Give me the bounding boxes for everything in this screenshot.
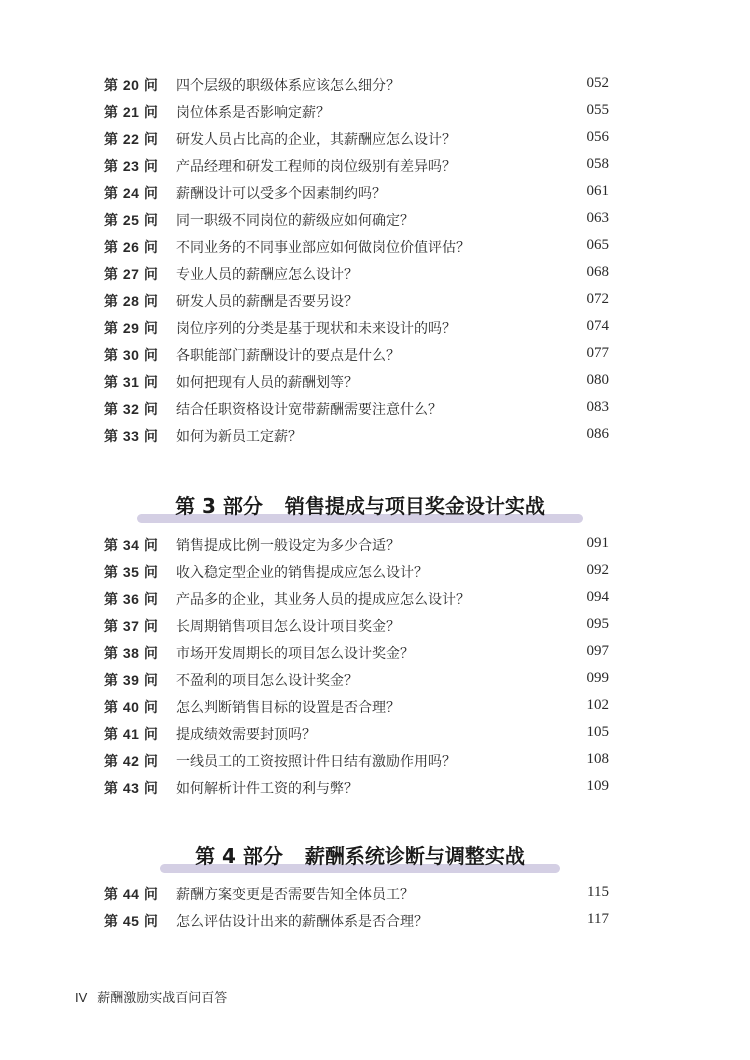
page-number: 115 — [587, 884, 609, 900]
toc-entry[interactable] — [0, 126, 750, 153]
question-number: 第 26 问 — [104, 239, 159, 255]
question-number: 第 42 问 — [104, 753, 159, 769]
page-number: 068 — [586, 264, 609, 280]
toc-entry[interactable] — [0, 315, 750, 342]
toc-section-part3 — [0, 532, 750, 802]
question-number: 第 28 问 — [104, 293, 159, 309]
page-number: 083 — [586, 399, 609, 415]
question-number: 第 35 问 — [104, 564, 159, 580]
toc-section-part4 — [0, 881, 750, 935]
question-number: 第 39 问 — [104, 672, 159, 688]
toc-entry[interactable] — [0, 881, 750, 908]
page-number: 099 — [586, 670, 609, 686]
toc-entry[interactable] — [0, 640, 750, 667]
toc-entry[interactable] — [0, 153, 750, 180]
page-number: 091 — [586, 535, 609, 551]
question-number: 第 29 问 — [104, 320, 159, 336]
question-title: 专业人员的薪酬应怎么设计？ — [176, 267, 358, 283]
toc-entry[interactable] — [0, 908, 750, 935]
part-4-title: 薪酬系统诊断与调整实战 — [304, 844, 525, 868]
page-number: 097 — [586, 643, 609, 659]
toc-entry[interactable] — [0, 423, 750, 450]
question-number: 第 44 问 — [104, 886, 159, 902]
part-3-title: 销售提成与项目奖金设计实战 — [284, 494, 545, 518]
toc-entry[interactable] — [0, 180, 750, 207]
toc-entry[interactable] — [0, 342, 750, 369]
question-number: 第 33 问 — [104, 428, 159, 444]
question-number: 第 30 问 — [104, 347, 159, 363]
page-number: 102 — [586, 697, 609, 713]
toc-entry[interactable] — [0, 748, 750, 775]
question-title: 不盈利的项目怎么设计奖金？ — [176, 673, 358, 689]
question-title: 结合任职资格设计宽带薪酬需要注意什么？ — [176, 402, 442, 418]
question-title: 长周期销售项目怎么设计项目奖金？ — [176, 619, 400, 635]
question-title: 研发人员占比高的企业，其薪酬应怎么设计？ — [176, 132, 456, 148]
page-number: 094 — [586, 589, 609, 605]
page-number: 095 — [586, 616, 609, 632]
question-title: 薪酬方案变更是否需要告知全体员工？ — [176, 887, 414, 903]
question-number: 第 22 问 — [104, 131, 159, 147]
question-number: 第 25 问 — [104, 212, 159, 228]
page-number: 109 — [586, 778, 609, 794]
question-number: 第 31 问 — [104, 374, 159, 390]
question-number: 第 20 问 — [104, 77, 159, 93]
page-number: 117 — [587, 911, 609, 927]
question-title: 四个层级的职级体系应该怎么细分？ — [176, 78, 400, 94]
question-title: 如何为新员工定薪？ — [176, 429, 302, 445]
page-number-roman: IV — [75, 990, 88, 1005]
question-title: 怎么判断销售目标的设置是否合理？ — [176, 700, 400, 716]
toc-section-part2-continued — [0, 72, 750, 450]
page-number: 077 — [586, 345, 609, 361]
question-number: 第 43 问 — [104, 780, 159, 796]
page-number: 056 — [586, 129, 609, 145]
toc-entry[interactable] — [0, 532, 750, 559]
toc-entry[interactable] — [0, 72, 750, 99]
question-number: 第 34 问 — [104, 537, 159, 553]
toc-entry[interactable] — [0, 775, 750, 802]
part-4-number: 第 4 部分 — [195, 844, 283, 868]
question-number: 第 37 问 — [104, 618, 159, 634]
part-3-number: 第 3 部分 — [175, 494, 263, 518]
question-title: 销售提成比例一般设定为多少合适？ — [176, 538, 400, 554]
question-number: 第 24 问 — [104, 185, 159, 201]
page-number: 072 — [586, 291, 609, 307]
question-number: 第 23 问 — [104, 158, 159, 174]
question-title: 如何把现有人员的薪酬划等？ — [176, 375, 358, 391]
question-title: 产品经理和研发工程师的岗位级别有差异吗？ — [176, 159, 456, 175]
question-number: 第 21 问 — [104, 104, 159, 120]
page-number: 055 — [586, 102, 609, 118]
question-title: 岗位体系是否影响定薪？ — [176, 105, 330, 121]
question-title: 如何解析计件工资的利与弊？ — [176, 781, 358, 797]
page-number: 063 — [586, 210, 609, 226]
toc-entry[interactable] — [0, 396, 750, 423]
question-title: 岗位序列的分类是基于现状和未来设计的吗？ — [176, 321, 456, 337]
page-number: 058 — [586, 156, 609, 172]
book-title: 薪酬激励实战百问百答 — [97, 991, 228, 1006]
question-number: 第 38 问 — [104, 645, 159, 661]
question-title: 一线员工的工资按照计件日结有激励作用吗？ — [176, 754, 456, 770]
toc-entry[interactable] — [0, 99, 750, 126]
question-title: 收入稳定型企业的销售提成应怎么设计？ — [176, 565, 428, 581]
toc-entry[interactable] — [0, 586, 750, 613]
question-title: 同一职级不同岗位的薪级应如何确定？ — [176, 213, 414, 229]
question-number: 第 45 问 — [104, 913, 159, 929]
toc-entry[interactable] — [0, 288, 750, 315]
page-number: 080 — [586, 372, 609, 388]
toc-entry[interactable] — [0, 559, 750, 586]
page-number: 105 — [586, 724, 609, 740]
question-number: 第 40 问 — [104, 699, 159, 715]
page-number: 052 — [586, 75, 609, 91]
question-title: 研发人员的薪酬是否要另设？ — [176, 294, 358, 310]
question-title: 不同业务的不同事业部应如何做岗位价值评估？ — [176, 240, 470, 256]
part-3-heading — [137, 490, 583, 530]
question-title: 各职能部门薪酬设计的要点是什么？ — [176, 348, 400, 364]
toc-entry[interactable] — [0, 694, 750, 721]
question-number: 第 41 问 — [104, 726, 159, 742]
question-title: 薪酬设计可以受多个因素制约吗？ — [176, 186, 386, 202]
question-title: 产品多的企业，其业务人员的提成应怎么设计？ — [176, 592, 470, 608]
page-number: 108 — [586, 751, 609, 767]
page-number: 074 — [586, 318, 609, 334]
question-number: 第 36 问 — [104, 591, 159, 607]
page-number: 092 — [586, 562, 609, 578]
question-number: 第 27 问 — [104, 266, 159, 282]
page-number: 065 — [586, 237, 609, 253]
page-footer — [75, 987, 227, 1006]
question-title: 市场开发周期长的项目怎么设计奖金？ — [176, 646, 414, 662]
page-number: 086 — [586, 426, 609, 442]
toc-entry[interactable] — [0, 261, 750, 288]
question-title: 提成绩效需要封顶吗？ — [176, 727, 316, 743]
toc-entry[interactable] — [0, 667, 750, 694]
page-number: 061 — [586, 183, 609, 199]
toc-entry[interactable] — [0, 613, 750, 640]
toc-entry[interactable] — [0, 207, 750, 234]
question-number: 第 32 问 — [104, 401, 159, 417]
toc-entry[interactable] — [0, 369, 750, 396]
part-4-heading — [160, 840, 560, 880]
question-title: 怎么评估设计出来的薪酬体系是否合理？ — [176, 914, 428, 930]
toc-entry[interactable] — [0, 721, 750, 748]
toc-entry[interactable] — [0, 234, 750, 261]
